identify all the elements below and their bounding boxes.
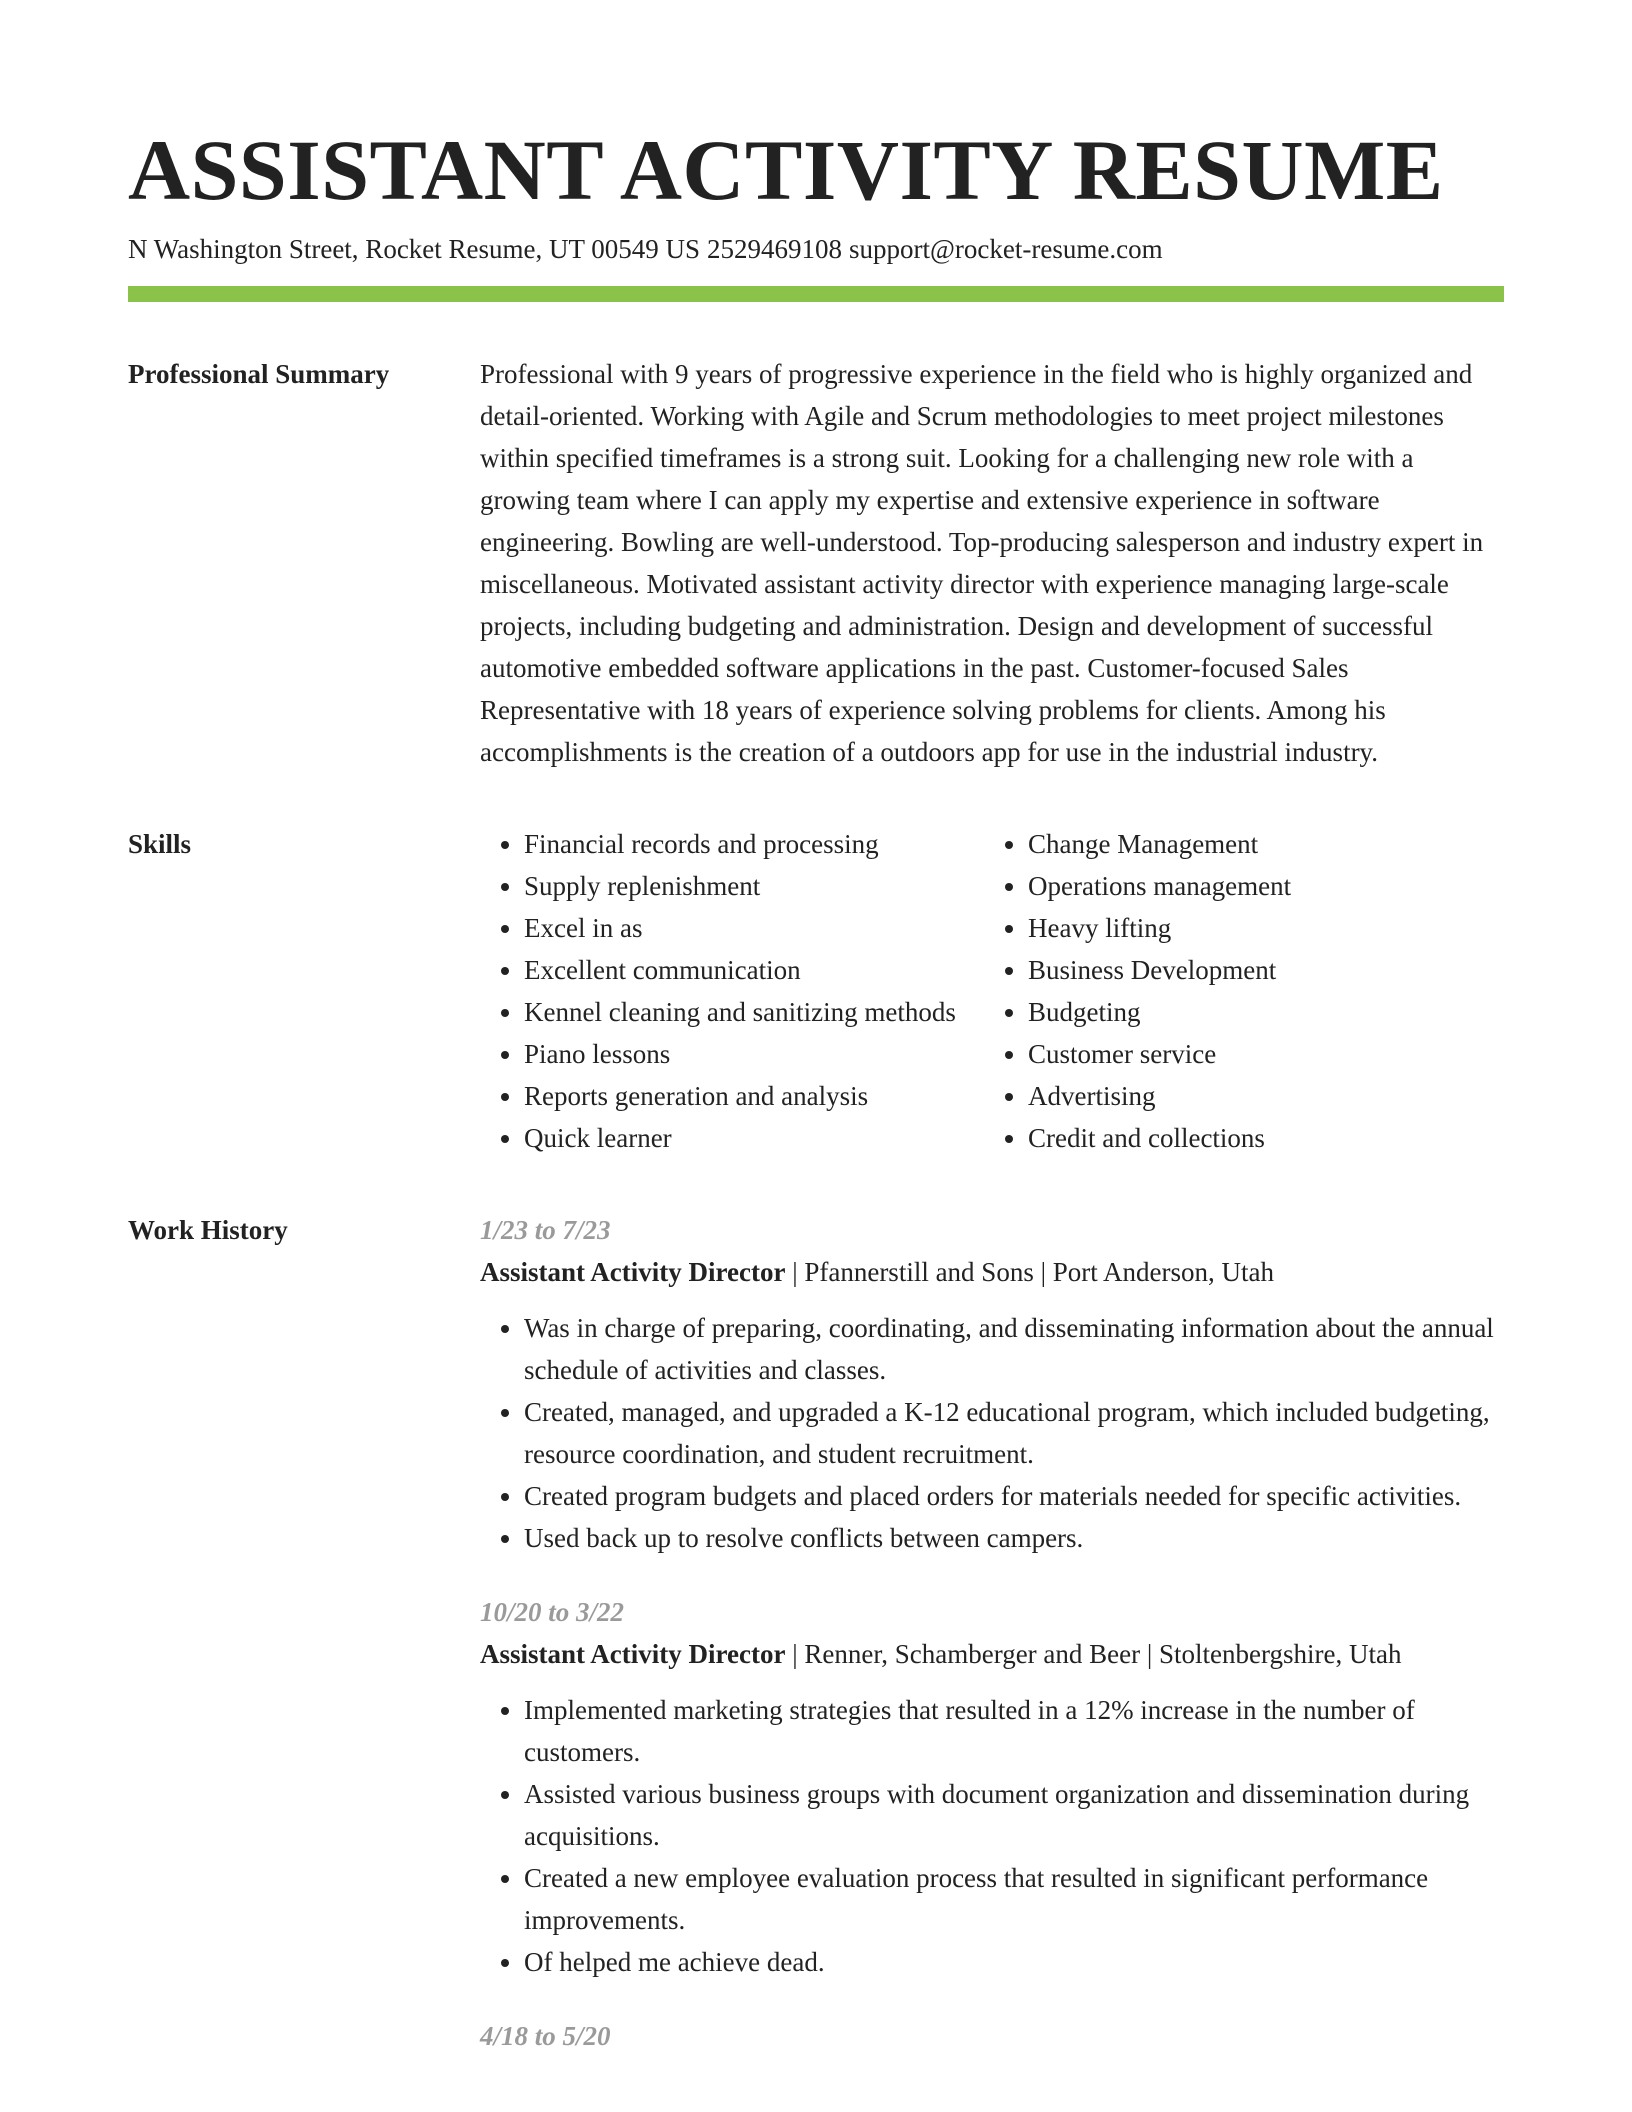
section-label-summary: Professional Summary: [128, 359, 390, 389]
skill-item: • Change Management: [1028, 823, 1504, 865]
summary-body: [480, 353, 1504, 773]
contact-line: [128, 232, 1504, 266]
skill-item: • Heavy lifting: [1028, 907, 1504, 949]
section-label-skills: Skills: [128, 829, 192, 859]
contact-phone: 2529469108: [707, 234, 843, 264]
skill-item: • Customer service: [1028, 1033, 1504, 1075]
skill-item: • Excel in as: [524, 907, 984, 949]
resume-title: ASSISTANT ACTIVITY RESUME: [128, 122, 1444, 218]
job-company-location: | Pfannerstill and Sons | Port Anderson, Utah: [785, 1257, 1274, 1287]
job-bullet: • Assisted various business groups with document organization and dissemination during acquisitions.: [524, 1773, 1504, 1857]
skill-item: • Business Development: [1028, 949, 1504, 991]
summary-section: [128, 353, 1504, 773]
job-bullet: • Was in charge of preparing, coordinating, and disseminating information about the annual schedule of activities and classes.: [524, 1307, 1504, 1391]
job-heading: [480, 1633, 1504, 1675]
skill-item: • Financial records and processing: [524, 823, 984, 865]
skill-item: • Piano lessons: [524, 1033, 984, 1075]
job-bullets: [480, 1307, 1504, 1559]
job-title: Assistant Activity Director: [480, 1639, 786, 1669]
job-dates: 1/23 to 7/23: [480, 1215, 611, 1245]
skill-item: • Advertising: [1028, 1075, 1504, 1117]
skills-body: [480, 823, 1504, 1159]
job-company-location: | Renner, Schamberger and Beer | Stoltenbergshire, Utah: [785, 1639, 1402, 1669]
skills-list-left: [480, 823, 984, 1159]
job-bullets: [480, 1689, 1504, 1983]
skill-item: • Reports generation and analysis: [524, 1075, 984, 1117]
job-bullet: • Created a new employee evaluation process that resulted in significant performance improvements.: [524, 1857, 1504, 1941]
job-bullet: • Of helped me achieve dead.: [524, 1941, 1504, 1983]
skill-item: • Quick learner: [524, 1117, 984, 1159]
skill-item: • Kennel cleaning and sanitizing methods: [524, 991, 984, 1033]
skill-item: • Supply replenishment: [524, 865, 984, 907]
skills-section: [128, 823, 1504, 1159]
skill-item: • Excellent communication: [524, 949, 984, 991]
resume-page: [128, 120, 1504, 2057]
section-label-work-history: Work History: [128, 1215, 288, 1245]
skill-item: • Credit and collections: [1028, 1117, 1504, 1159]
skills-list-right: [984, 823, 1504, 1159]
work-history-section: [128, 1209, 1504, 2057]
skill-item: • Operations management: [1028, 865, 1504, 907]
job-entry: [480, 1591, 1504, 1983]
job-bullet: • Used back up to resolve conflicts between campers.: [524, 1517, 1504, 1559]
job-bullet: • Created, managed, and upgraded a K-12 educational program, which included budgeting, resource coordination, and student recruitment.: [524, 1391, 1504, 1475]
contact-address: N Washington Street, Rocket Resume, UT 00549 US: [128, 234, 701, 264]
work-history-body: [480, 1209, 1504, 2057]
job-bullet: • Implemented marketing strategies that resulted in a 12% increase in the number of customers.: [524, 1689, 1504, 1773]
job-title: Assistant Activity Director: [480, 1257, 786, 1287]
job-dates: 4/18 to 5/20: [480, 2021, 611, 2051]
job-dates: 10/20 to 3/22: [480, 1597, 625, 1627]
job-bullet: • Created program budgets and placed orders for materials needed for specific activities.: [524, 1475, 1504, 1517]
job-entry: [480, 1209, 1504, 1559]
summary-text: Professional with 9 years of progressive experience in the field who is highly organized and detail-oriented. Working with Agile and Scrum methodologies to meet project milestones within specified timeframes is a strong suit. Looking for a challenging new role with a growing team where I can apply my expertise and extensive experience in software engineering. Bowling are well-understood. Top-producing salesperson and industry expert in miscellaneous. Motivated assistant activity director with experience managing large-scale projects, including budgeting and administration. Design and development of successful automotive embedded software applications in the past. Customer-focused Sales Representative with 18 years of experience solving problems for clients. Among his accomplishments is the creation of a outdoors app for use in the industrial industry.: [480, 359, 1484, 767]
job-entry: [480, 2015, 1504, 2057]
skill-item: • Budgeting: [1028, 991, 1504, 1033]
job-heading: [480, 1251, 1504, 1293]
contact-email: support@rocket-resume.com: [849, 234, 1163, 264]
accent-divider: [128, 286, 1504, 302]
